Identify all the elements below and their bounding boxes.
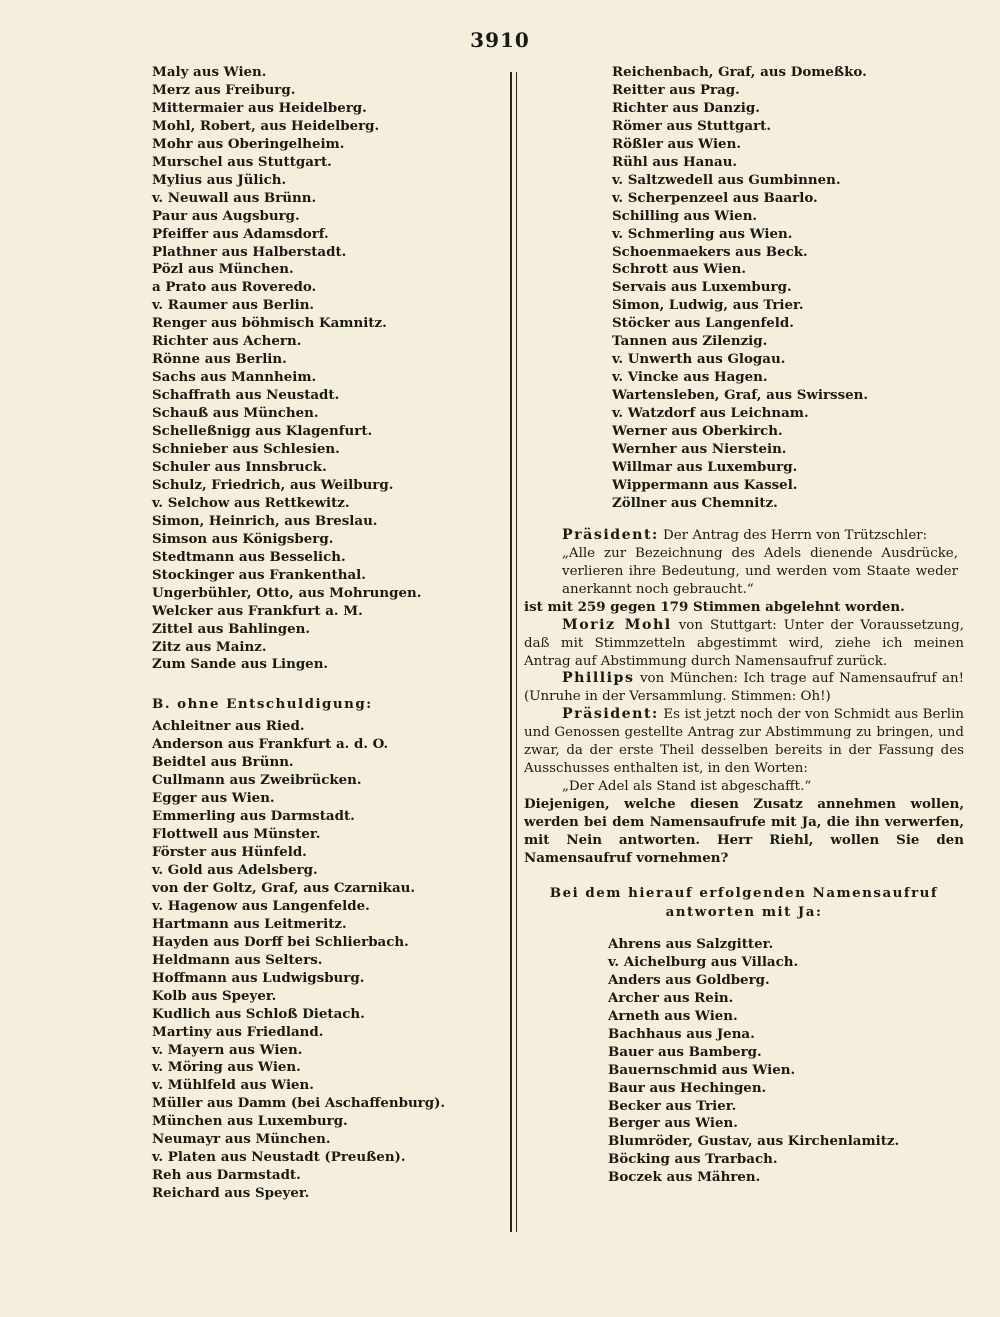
list-item: Schnieber aus Schlesien. [152,441,340,458]
list-item: Anders aus Goldberg. [608,971,770,988]
list-item: Emmerling aus Darmstadt. [152,808,355,825]
list-item: Archer aus Rein. [608,989,734,1006]
column-divider [510,72,512,1232]
page-number: 3910 [470,28,530,52]
protocol-sentence: von München: Ich trage auf Namensaufruf an! (Unruhe in der Versammlung. Stimmen: Oh!) [524,671,964,705]
list-item: Mohr aus Oberingelheim. [152,135,345,152]
list-item: Werner aus Oberkirch. [612,423,783,440]
speaker-name: Präsident: [562,526,659,543]
list-item: Bauer aus Bamberg. [608,1043,762,1060]
quoted-amendment: „Der Adel als Stand ist abgeschafft.“ [562,779,812,795]
protocol-paragraph [524,706,964,778]
list-item: v. Mühlfeld aus Wien. [152,1077,314,1094]
section-b-heading: B. ohne Entschuldigung: [152,696,373,713]
list-item: Tannen aus Zilenzig. [612,333,768,350]
list-item: Wernher aus Nierstein. [612,441,787,458]
list-item: Reh aus Darmstadt. [152,1167,301,1184]
list-item: v. Watzdorf aus Leichnam. [612,405,809,422]
list-item: Kolb aus Speyer. [152,987,277,1004]
list-item: Wippermann aus Kassel. [612,476,798,493]
list-item: Beidtel aus Brünn. [152,754,294,771]
list-item: Plathner aus Halberstadt. [152,243,347,260]
list-item: Ungerbühler, Otto, aus Mohrungen. [152,584,422,601]
list-item: Flottwell aus Münster. [152,826,321,843]
list-item: Schuler aus Innsbruck. [152,458,327,475]
list-item: Welcker aus Frankfurt a. M. [152,602,363,619]
protocol-sentence: Der Antrag des Herrn von Trützschler: [658,527,928,543]
list-item: Wartensleben, Graf, aus Swirssen. [612,387,869,404]
list-item: Egger aus Wien. [152,790,275,807]
list-item: Schauß aus München. [152,405,319,422]
list-item: Servais aus Luxemburg. [612,279,792,296]
list-item: Hoffmann aus Ludwigsburg. [152,969,365,986]
list-item: Sachs aus Mannheim. [152,369,317,386]
list-item: Renger aus böhmisch Kamnitz. [152,315,387,332]
list-item: Böcking aus Trarbach. [608,1151,778,1168]
protocol-sentence: Es ist jetzt noch der von Schmidt aus Berlin und Genossen gestellte Antrag zur Abstimmung zu bringen, und zwar, da der erste Theil desselben bereits in der Fassung des Ausschusses enthalten ist, in den Worten: [524,707,964,777]
protocol-sentence: von Stuttgart: Unter der Voraussetzung, daß mit Stimmzetteln abgestimmt wird, ziehe ich meinen Antrag auf Abstimmung durch Namensaufruf zurück. [524,617,965,669]
list-item: v. Raumer aus Berlin. [152,297,315,314]
name-list-unexcused [152,718,452,1203]
list-item: Rößler aus Wien. [612,135,741,152]
list-item: Neumayr aus München. [152,1131,331,1148]
list-item: Murschel aus Stuttgart. [152,153,332,170]
list-item: Heldmann aus Selters. [152,951,323,968]
list-item: Schrott aus Wien. [612,261,746,278]
list-item: Berger aus Wien. [608,1115,738,1132]
list-item: Rönne aus Berlin. [152,351,287,368]
vote-heading: Bei dem hierauf erfolgenden Namensaufruf antworten mit Ja: [549,884,939,920]
list-item: Reichenbach, Graf, aus Domeßko. [612,64,867,80]
list-item: v. Hagenow aus Langenfelde. [152,897,370,914]
list-item: Förster aus Hünfeld. [152,844,307,861]
list-item: Stedtmann aus Besselich. [152,548,346,565]
list-item: Hayden aus Dorff bei Schlierbach. [152,933,409,950]
list-item: Simon, Ludwig, aus Trier. [612,297,804,314]
list-item: Simson aus Königsberg. [152,530,334,547]
list-item: Pfeiffer aus Adamsdorf. [152,225,329,242]
column-divider-thin [516,72,517,1232]
list-item: Achleitner aus Ried. [152,718,305,735]
vote-result: ist mit 259 gegen 179 Stimmen abgelehnt worden. [524,598,905,615]
list-item: Anderson aus Frankfurt a. d. O. [152,736,389,753]
list-item: v. Selchow aus Rettkewitz. [152,494,350,511]
quoted-motion: „Alle zur Bezeichnung des Adels dienende Ausdrücke, verlieren ihre Bedeutung, und werden vom Staate weder anerkannt noch gebraucht.“ [562,545,958,597]
name-list-excused [152,64,452,674]
list-item: Martiny aus Friedland. [152,1023,324,1040]
yes-vote-list [524,936,964,1187]
list-item: Simon, Heinrich, aus Breslau. [152,512,378,529]
vote-instruction: Diejenigen, welche diesen Zusatz annehmen wollen, werden bei dem Namensaufrufe mit Ja, die ihn verwerfen, mit Nein antworten. Herr Riehl, wollen Sie den Namensaufruf vornehmen? [524,796,964,866]
list-item: Cullmann aus Zweibrücken. [152,772,362,789]
list-item: v. Vincke aus Hagen. [612,369,768,386]
list-item: Kudlich aus Schloß Dietach. [152,1005,365,1022]
list-item: v. Platen aus Neustadt (Preußen). [152,1149,406,1166]
list-item: Bauernschmid aus Wien. [608,1061,796,1078]
protocol-paragraph [524,527,964,545]
list-item: Becker aus Trier. [608,1097,737,1114]
list-item: Stockinger aus Frankenthal. [152,566,366,583]
list-item: Schulz, Friedrich, aus Weilburg. [152,476,394,493]
list-item: Mittermaier aus Heidelberg. [152,99,367,116]
speaker-name: Moriz Mohl [562,616,672,633]
list-item: Zittel aus Bahlingen. [152,620,311,637]
list-item: Blumröder, Gustav, aus Kirchenlamitz. [608,1133,900,1150]
list-item: Zöllner aus Chemnitz. [612,494,778,511]
list-item: v. Neuwall aus Brünn. [152,189,317,206]
list-item: Römer aus Stuttgart. [612,117,771,134]
list-item: Richter aus Danzig. [612,99,760,116]
speaker-name: Präsident: [562,706,659,723]
list-item: Bachhaus aus Jena. [608,1025,755,1042]
list-item: Schelleßnigg aus Klagenfurt. [152,423,373,440]
list-item: a Prato aus Roveredo. [152,279,317,296]
name-list-continued [524,64,964,513]
list-item: Müller aus Damm (bei Aschaffenburg). [152,1095,446,1112]
protocol-text [524,527,964,868]
list-item: Zitz aus Mainz. [152,638,267,655]
list-item: Mohl, Robert, aus Heidelberg. [152,117,380,134]
list-item: Zum Sande aus Lingen. [152,656,329,673]
list-item: Rühl aus Hanau. [612,153,738,170]
list-item: v. Schmerling aus Wien. [612,225,793,242]
list-item: Reitter aus Prag. [612,81,740,98]
list-item: Reichard aus Speyer. [152,1185,310,1202]
list-item: von der Goltz, Graf, aus Czarnikau. [152,879,416,896]
speaker-name: Phillips [562,670,635,687]
list-item: v. Saltzwedell aus Gumbinnen. [612,171,841,188]
list-item: v. Mayern aus Wien. [152,1041,303,1058]
list-item: v. Aichelburg aus Villach. [608,953,799,970]
list-item: München aus Luxemburg. [152,1113,348,1130]
list-item: v. Scherpenzeel aus Baarlo. [612,189,818,206]
protocol-paragraph [524,617,964,671]
list-item: Boczek aus Mähren. [608,1169,761,1186]
list-item: Schilling aus Wien. [612,207,758,224]
list-item: Mylius aus Jülich. [152,171,287,188]
left-column [152,64,452,1203]
list-item: Willmar aus Luxemburg. [612,458,798,475]
list-item: Paur aus Augsburg. [152,207,300,224]
list-item: v. Unwerth aus Glogau. [612,351,786,368]
list-item: Hartmann aus Leitmeritz. [152,915,347,932]
list-item: v. Gold aus Adelsberg. [152,861,318,878]
list-item: Ahrens aus Salzgitter. [608,935,774,952]
list-item: Pözl aus München. [152,261,294,278]
list-item: Schoenmaekers aus Beck. [612,243,808,260]
list-item: Baur aus Hechingen. [608,1079,767,1096]
list-item: Richter aus Achern. [152,333,302,350]
list-item: v. Möring aus Wien. [152,1059,301,1076]
list-item: Stöcker aus Langenfeld. [612,315,794,332]
list-item: Merz aus Freiburg. [152,81,296,98]
list-item: Schaffrath aus Neustadt. [152,387,340,404]
list-item: Arneth aus Wien. [608,1007,738,1024]
right-column [524,64,964,1187]
protocol-paragraph [524,670,964,706]
list-item: Maly aus Wien. [152,64,267,80]
